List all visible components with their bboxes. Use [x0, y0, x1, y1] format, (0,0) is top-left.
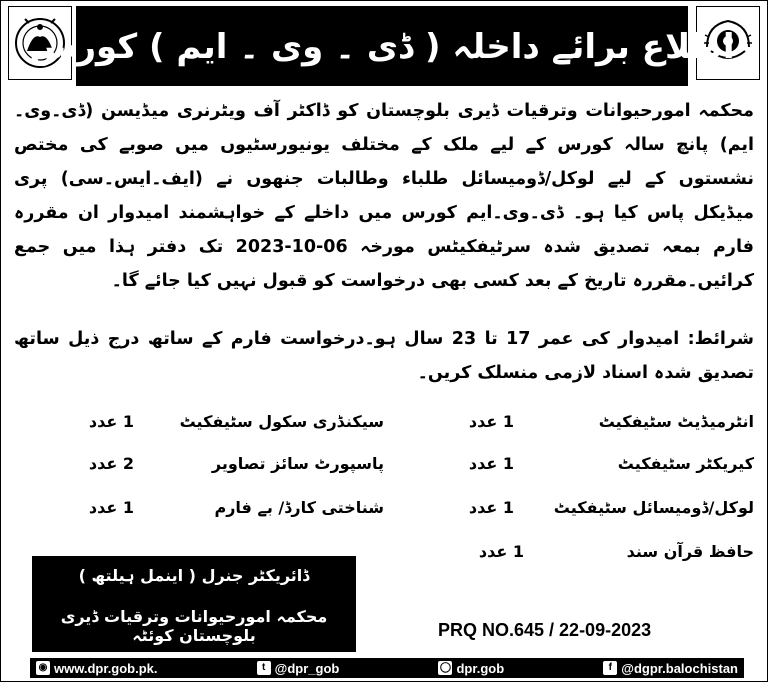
required-documents-list [14, 404, 754, 574]
document-name: لوکل/ڈومیسائل سٹیفکیٹ [553, 498, 754, 517]
document-name: انٹرمیڈیٹ سٹیفکیٹ [598, 412, 754, 431]
document-name: حافظ قرآن سند [626, 542, 754, 561]
instagram-icon: ◯ [439, 662, 452, 673]
director-signature-box [32, 556, 356, 652]
prq-number: PRQ NO.645 / 22-09-2023 [438, 620, 652, 640]
footer-twitter[interactable] [257, 661, 340, 676]
document-count: 1 عدد [468, 498, 514, 517]
twitter-icon: t [257, 661, 271, 675]
globe-icon: ◉ [36, 661, 50, 675]
document-count: 1 عدد [468, 412, 514, 431]
header-banner [29, 6, 735, 86]
footer-website[interactable] [36, 661, 158, 676]
document-name: سیکنڈری سکول سٹیفکیٹ [179, 412, 384, 431]
document-count: 1 عدد [88, 412, 134, 431]
website-link[interactable]: www.dpr.gob.pk. [54, 660, 158, 676]
document-count: 1 عدد [468, 454, 514, 473]
document-name: شناختی کارڈ/ بے فارم [214, 498, 384, 517]
page-title: اطلاع برائے داخلہ ( ڈی ۔ وی ۔ ایم ) کورس [29, 26, 735, 67]
instagram-handle[interactable]: dpr.gob [456, 660, 505, 676]
document-name: پاسپورٹ سائز تصاویر [211, 454, 384, 473]
document-name: کیریکٹر سٹیفکیٹ [617, 454, 754, 473]
footer-facebook[interactable] [603, 661, 738, 676]
footer-instagram[interactable] [438, 661, 504, 676]
department-name: محکمہ امورحیوانات وترقیات ڈیری بلوچستان کوئٹہ [60, 607, 328, 645]
footer-bar [30, 658, 744, 678]
facebook-icon: f [603, 661, 617, 675]
director-title: ڈائریکٹر جنرل ( اینمل ہیلتھ ) [78, 566, 310, 585]
conditions-paragraph: شرائط: امیدوار کی عمر 17 تا 23 سال ہو۔درخواست فارم کے ساتھ درج ذیل ساتھ تصدیق شدہ اسناد لازمی منسلک کریں۔ [14, 329, 755, 383]
admission-paragraph: محکمہ امورحیوانات وترقیات ڈیری بلوچستان کو ڈاکٹر آف ویٹرنری میڈیسن (ڈی۔وی۔ایم) پانچ سالہ کورس کے لیے ملک کے مختلف یونیورسٹیوں میں صوبے کی مختص نشستوں کے لیے لوکل/ڈومیسائل طلباء وطالبات جنھوں نے (ایف۔ایس۔سی) پری میڈیکل پاس کیا ہو۔ ڈی۔وی۔ایم کورس میں داخلے کے خواہشمند امیدوار ان مقررہ فارم بمعہ تصدیق شدہ سرٹیفکیٹس مورخہ 06-10-2023 تک دفتر ہذا میں جمع کرائیں۔مقررہ تاریخ کے بعد کسی بھی درخواست کو قبول نہیں کیا جائے گا۔ [14, 101, 754, 291]
document-count: 1 عدد [478, 542, 524, 561]
facebook-handle[interactable]: @dgpr.balochistan [621, 660, 738, 676]
document-count: 2 عدد [88, 454, 134, 473]
document-count: 1 عدد [88, 498, 134, 517]
twitter-handle[interactable]: @dpr_gob [274, 660, 340, 676]
